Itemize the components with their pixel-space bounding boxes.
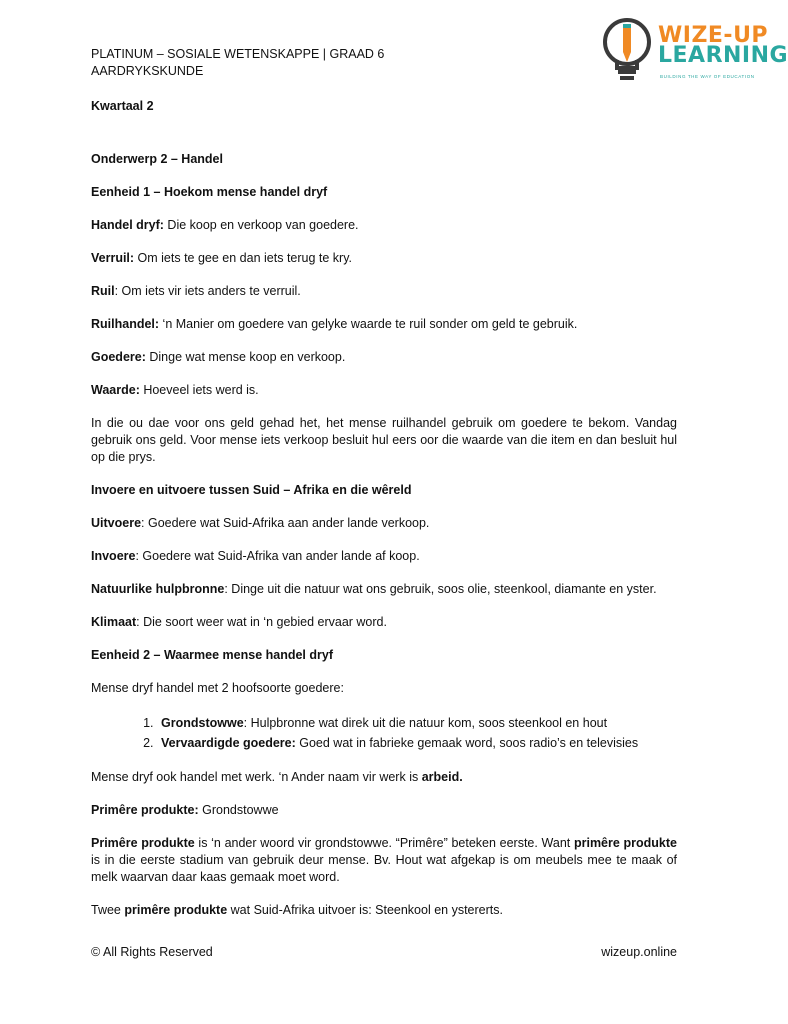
header-course: PLATINUM – SOSIALE WETENSKAPPE | GRAAD 6 <box>91 47 385 61</box>
website-link[interactable]: wizeup.online <box>601 945 677 959</box>
paragraph-primere-produkte: Primêre produkte is ‘n ander woord vir grondstowwe. “Primêre” beteken eerste. Want primêre produkte is in die eerste stadium van gebruik deur mense. Bv. Hout wat afgekap is om meubels mee te maak of melk waarvan daar kaas gemaak moet word. <box>91 836 677 884</box>
copyright-text: © All Rights Reserved <box>91 945 213 959</box>
goods-intro: Mense dryf handel met 2 hoofsoorte goedere: <box>91 681 344 695</box>
exports-sentence: Twee primêre produkte wat Suid-Afrika uitvoer is: Steenkool en ystererts. <box>91 903 503 917</box>
definition-ruilhandel: Ruilhandel: ‘n Manier om goedere van gelyke waarde te ruil sonder om geld te gebruik. <box>91 317 578 331</box>
page-footer <box>91 944 677 961</box>
logo-word-wizeup: WIZE-UP <box>658 23 769 48</box>
header-subject: AARDRYKSKUNDE <box>91 64 204 78</box>
wizeup-logo <box>600 12 788 88</box>
definition-invoere: Invoere: Goedere wat Suid-Afrika van ander lande af koop. <box>91 549 420 563</box>
definition-waarde: Waarde: Hoeveel iets werd is. <box>91 383 259 397</box>
unit2-heading: Eenheid 2 – Waarmee mense handel dryf <box>91 648 333 662</box>
definition-klimaat: Klimaat: Die soort weer wat in ‘n gebied ervaar word. <box>91 615 387 629</box>
definition-goedere: Goedere: Dinge wat mense koop en verkoop. <box>91 350 346 364</box>
definition-ruil: Ruil: Om iets vir iets anders te verruil. <box>91 284 301 298</box>
term-heading: Kwartaal 2 <box>91 99 154 113</box>
logo-wordmark <box>658 23 788 68</box>
definition-verruil: Verruil: Om iets te gee en dan iets terug te kry. <box>91 251 353 265</box>
trade-heading: Invoere en uitvoere tussen Suid – Afrika en die wêreld <box>91 483 412 497</box>
definition-handel-dryf: Handel dryf: Die koop en verkoop van goedere. <box>91 218 359 232</box>
goods-list <box>91 713 677 753</box>
lightbulb-icon <box>600 12 656 88</box>
definition-uitvoere: Uitvoere: Goedere wat Suid-Afrika aan ander lande verkoop. <box>91 516 430 530</box>
unit1-heading: Eenheid 1 – Hoekom mense handel dryf <box>91 185 328 199</box>
list-item: 1. Grondstowwe: Hulpbronne wat direk uit die natuur kom, soos steenkool en hout <box>157 713 677 733</box>
logo-word-learning: LEARNING <box>658 43 788 68</box>
paragraph-money: In die ou dae voor ons geld gehad het, het mense ruilhandel gebruik om goedere te bekom. Vandag gebruik ons geld. Voor mense iets verkoop besluit hul eers oor die waarde van die item en dan besluit hul op die prys. <box>91 416 677 464</box>
definition-primere-produkte: Primêre produkte: Grondstowwe <box>91 803 279 817</box>
definition-natuurlike-hulpbronne: Natuurlike hulpbronne: Dinge uit die natuur wat ons gebruik, soos olie, steenkool, diamante en yster. <box>91 582 657 596</box>
topic-heading: Onderwerp 2 – Handel <box>91 152 223 166</box>
labour-sentence: Mense dryf ook handel met werk. ‘n Ander naam vir werk is arbeid. <box>91 770 463 784</box>
page-header <box>91 46 384 80</box>
document-body <box>91 98 677 919</box>
list-item: 2. Vervaardigde goedere: Goed wat in fabrieke gemaak word, soos radio’s en televisies <box>157 733 677 753</box>
logo-tagline: BUILDING THE WAY OF EDUCATION <box>660 74 755 79</box>
